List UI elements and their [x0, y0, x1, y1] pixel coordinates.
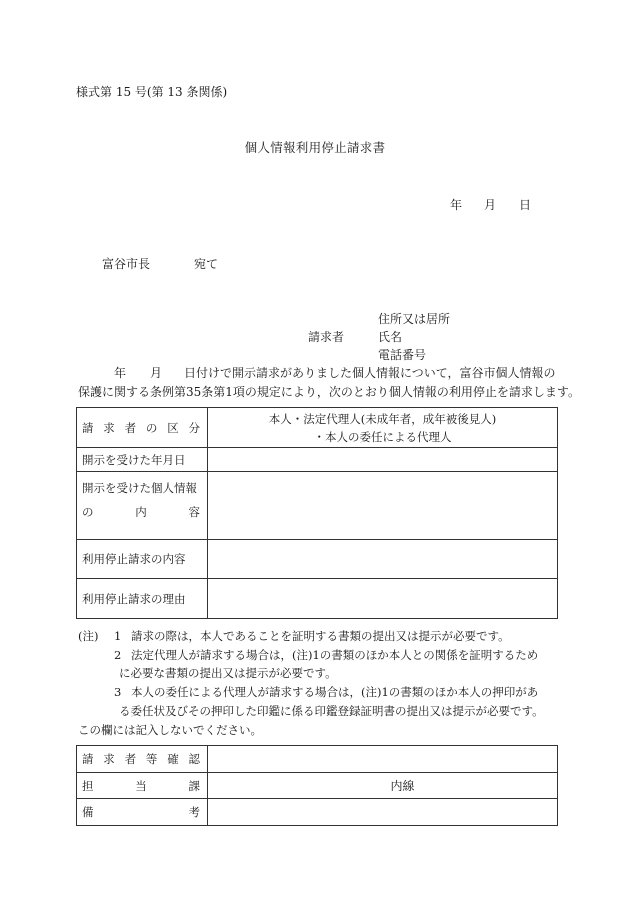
office-use-note: この欄には記入しないでください。: [78, 723, 262, 737]
remarks-field[interactable]: [208, 799, 558, 826]
body-year-label: 年: [114, 366, 127, 380]
row-requester-confirmation: [77, 746, 558, 773]
date-year-label: 年: [450, 198, 463, 212]
extension-label: 内線: [390, 779, 415, 793]
note-3-text-line2: る委任状及びその押印した印鑑に係る印鑑登録証明書の提出又は提示が必要です。: [119, 704, 544, 718]
date-month-label: 月: [484, 198, 497, 212]
note-2-text-line2: に必要な書類の提出又は提示が必要です。: [119, 666, 337, 680]
body-line-1-text: 日付けで開示請求がありました個人情報について，富谷市個人情報の: [184, 366, 556, 380]
suspension-reason-label: 利用停止請求の理由: [77, 579, 208, 619]
requester-label: 請求者: [308, 330, 345, 344]
requester-category-options[interactable]: [208, 408, 558, 448]
disclosed-info-label-line2: の 内 容: [82, 505, 200, 519]
disclosed-info-label-line1: 開示を受けた個人情報: [82, 481, 197, 495]
category-option-principal[interactable]: 本人・法定代理人(未成年者，成年被後見人): [268, 411, 497, 426]
requester-category-label-text: 請 求 者 の 区 分: [82, 420, 200, 435]
date-day-label: 日: [519, 198, 532, 212]
body-line-2: 保護に関する条例第35条第1項の規定により，次のとおり個人情報の利用停止を請求します。: [78, 385, 580, 399]
requester-address-label: 住所又は居所: [378, 312, 451, 326]
note-1-text: 請求の際は，本人であることを証明する書類の提出又は提示が必要です。: [131, 629, 510, 643]
office-use-table: [76, 745, 558, 826]
addressee-name: 富谷市長: [102, 257, 151, 271]
row-remarks: [77, 799, 558, 826]
remarks-label-text: 備 考: [82, 805, 200, 819]
row-requester-category: [77, 408, 558, 448]
disclosure-date-label: 開示を受けた年月日: [77, 448, 208, 472]
addressee-suffix: 宛て: [194, 257, 219, 271]
department-label-text: 担 当 課: [82, 778, 200, 793]
row-disclosed-info: [77, 472, 558, 540]
remarks-label: [77, 799, 208, 826]
disclosure-date-field[interactable]: [208, 448, 558, 472]
row-suspension-reason: [77, 579, 558, 619]
note-3-text-line1: 本人の委任による代理人が請求する場合は，(注)1の書類のほか本人の押印があ: [131, 685, 539, 699]
notes-prefix: (注): [78, 629, 99, 643]
requester-confirmation-field[interactable]: [208, 746, 558, 773]
department-field[interactable]: [208, 773, 558, 799]
row-disclosure-date: [77, 448, 558, 472]
department-label: [77, 773, 208, 799]
requester-confirmation-label: [77, 746, 208, 773]
note-1-number: 1: [114, 629, 122, 643]
disclosed-info-label: [77, 472, 208, 540]
row-suspension-content: [77, 540, 558, 579]
disclosed-info-field[interactable]: [208, 472, 558, 540]
row-department: [77, 773, 558, 799]
note-3-number: 3: [114, 685, 122, 699]
requester-category-label: [77, 408, 208, 448]
note-2-number: 2: [114, 648, 122, 662]
category-option-delegate[interactable]: ・本人の委任による代理人: [313, 429, 452, 444]
document-title: 個人情報利用停止請求書: [244, 140, 386, 155]
requester-confirmation-label-text: 請 求 者 等 確 認: [82, 752, 200, 766]
note-2-text-line1: 法定代理人が請求する場合は，(注)1の書類のほか本人との関係を証明するため: [131, 648, 539, 662]
body-month-label: 月: [150, 366, 163, 380]
form-number: 様式第 15 号(第 13 条関係): [76, 85, 228, 99]
suspension-content-label: 利用停止請求の内容: [77, 540, 208, 579]
requester-phone-label: 電話番号: [378, 348, 427, 362]
suspension-reason-field[interactable]: [208, 579, 558, 619]
suspension-content-field[interactable]: [208, 540, 558, 579]
request-table: [76, 407, 558, 619]
requester-name-label: 氏名: [378, 330, 403, 344]
